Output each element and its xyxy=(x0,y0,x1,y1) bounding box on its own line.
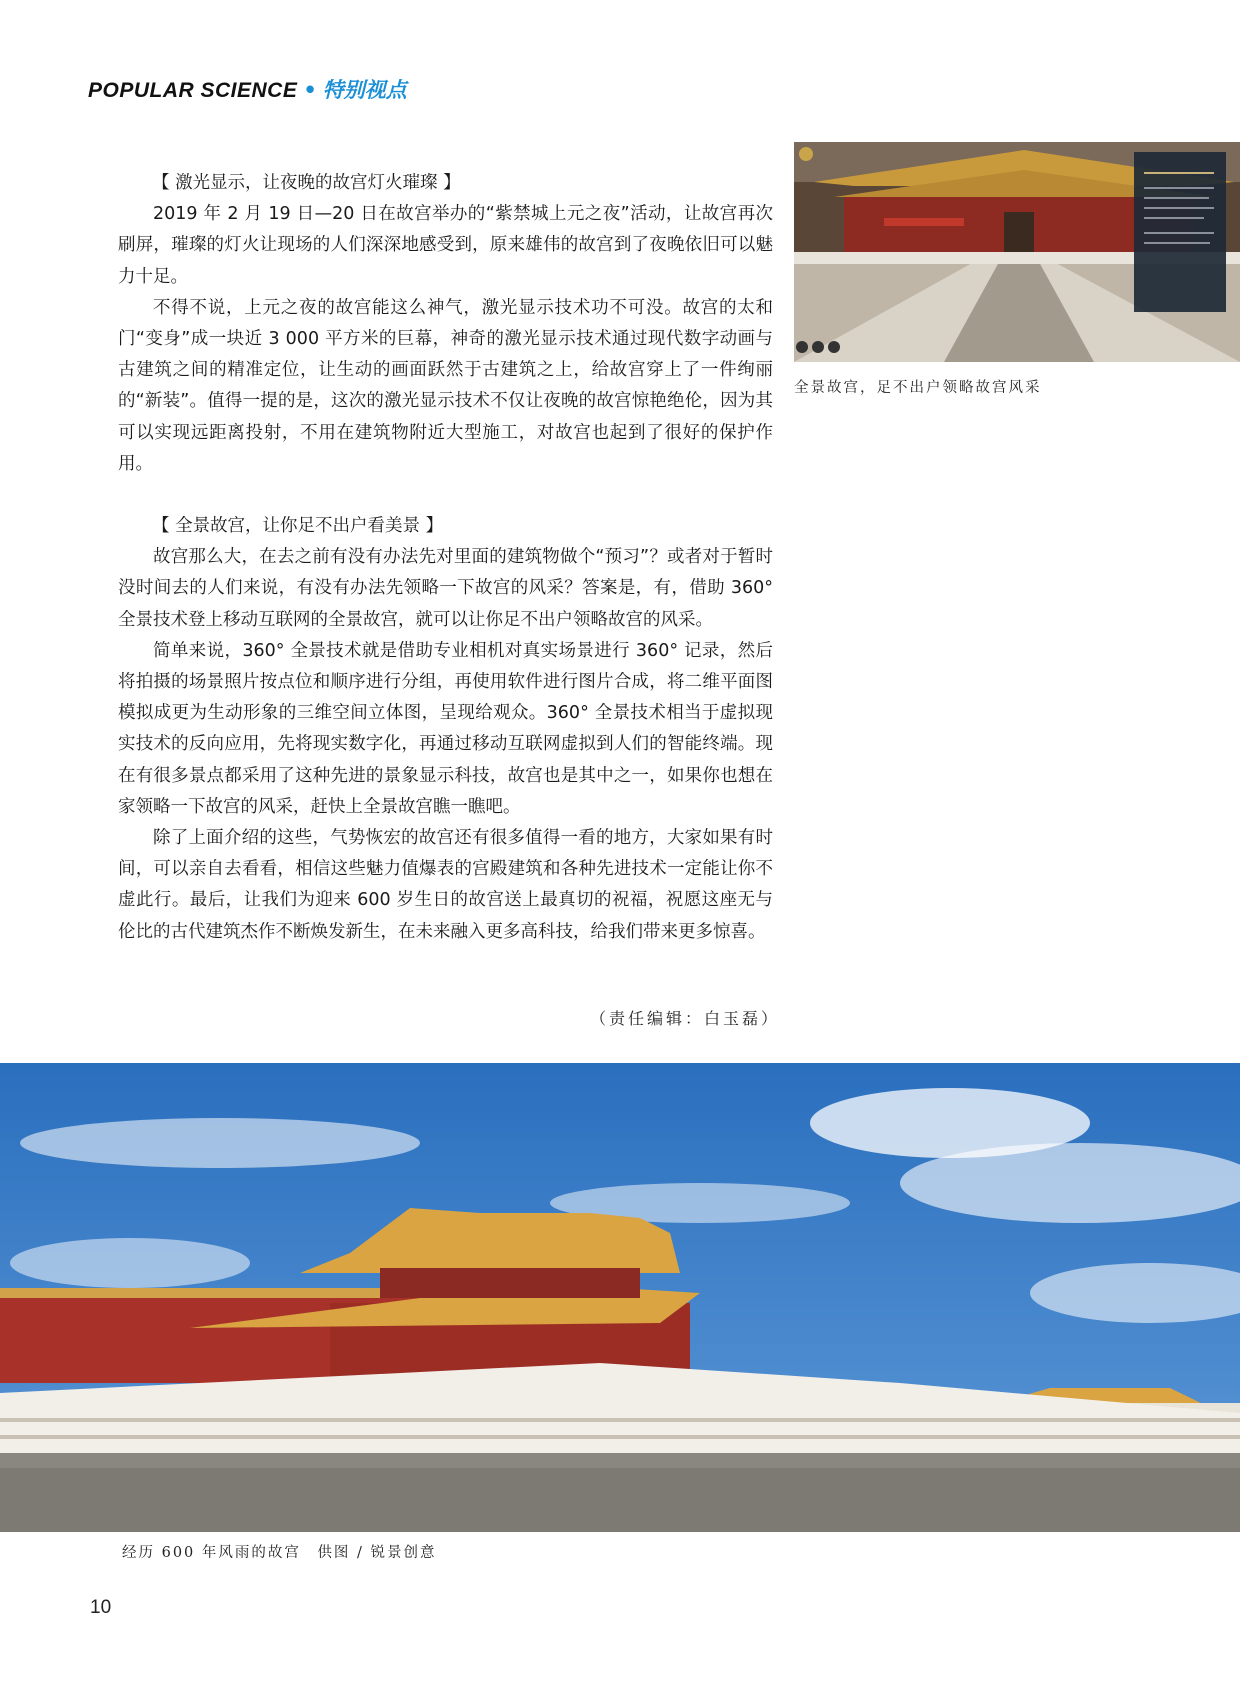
paragraph: 2019 年 2 月 19 日—20 日在故宫举办的“紫禁城上元之夜”活动，让故宫再次刷屏，璀璨的灯火让现场的人们深深地感受到，原来雄伟的故宫到了夜晚依旧可以魅力十足。 xyxy=(118,204,773,287)
panorama-screenshot-image xyxy=(794,142,1240,362)
palace-caption: 经历 600 年风雨的故宫 供图 / 锐景创意 xyxy=(122,1545,437,1561)
running-header xyxy=(88,74,407,104)
header-separator: • xyxy=(303,78,317,102)
palace-photo-image xyxy=(0,1063,1240,1532)
paragraph: 除了上面介绍的这些，气势恢宏的故宫还有很多值得一看的地方，大家如果有时间，可以亲自去看看，相信这些魅力值爆表的宫殿建筑和各种先进技术一定能让你不虚此行。最后，让我们为迎来 600 岁生日的故宫送上最真切的祝福，祝愿这座无与伦比的古代建筑杰作不断焕发新生，在未来融入更多高科技，给我们带来更多惊喜。 xyxy=(118,828,773,942)
panorama-caption: 全景故宫，足不出户领略故宫风采 xyxy=(794,380,1042,396)
article-body xyxy=(118,168,773,948)
paragraph: 简单来说，360° 全景技术就是借助专业相机对真实场景进行 360° 记录，然后将拍摄的场景照片按点位和顺序进行分组，再使用软件进行图片合成，将二维平面图模拟成更为生动形象的三维空间立体图，呈现给观众。360° 全景技术相当于虚拟现实技术的反向应用，先将现实数字化，再通过移动互联网虚拟到人们的智能终端。现在有很多景点都采用了这种先进的景象显示科技，故宫也是其中之一，如果你也想在家领略一下故宫的风采，赶快上全景故宫瞧一瞧吧。 xyxy=(118,640,773,817)
page-number: 10 xyxy=(90,1597,112,1618)
magazine-brand: POPULAR SCIENCE xyxy=(88,79,298,102)
paragraph: 不得不说，上元之夜的故宫能这么神气，激光显示技术功不可没。故宫的太和门“变身”成一块近 3 000 平方米的巨幕，神奇的激光显示技术通过现代数字动画与古建筑之间的精准定位，让生动的画面跃然于古建筑之上，给故宫穿上了一件绚丽的“新装”。值得一提的是，这次的激光显示技术不仅让夜晚的故宫惊艳绝伦，因为其可以实现远距离投射，不用在建筑物附近大型施工，对故宫也起到了很好的保护作用。 xyxy=(118,297,773,474)
section-heading-laser: 【 激光显示，让夜晚的故宫灯火璀璨 】 xyxy=(152,173,461,193)
section-heading-panorama: 【 全景故宫，让你足不出户看美景 】 xyxy=(152,516,444,537)
editor-credit: （责任编辑：白玉磊） xyxy=(590,1009,781,1028)
section-name: 特别视点 xyxy=(322,78,407,102)
paragraph: 故宫那么大，在去之前有没有办法先对里面的建筑物做个“预习”？或者对于暂时没时间去的人们来说，有没有办法先领略一下故宫的风采？答案是，有，借助 360° 全景技术登上移动互联网的全景故宫，就可以让你足不出户领略故宫的风采。 xyxy=(118,547,773,630)
